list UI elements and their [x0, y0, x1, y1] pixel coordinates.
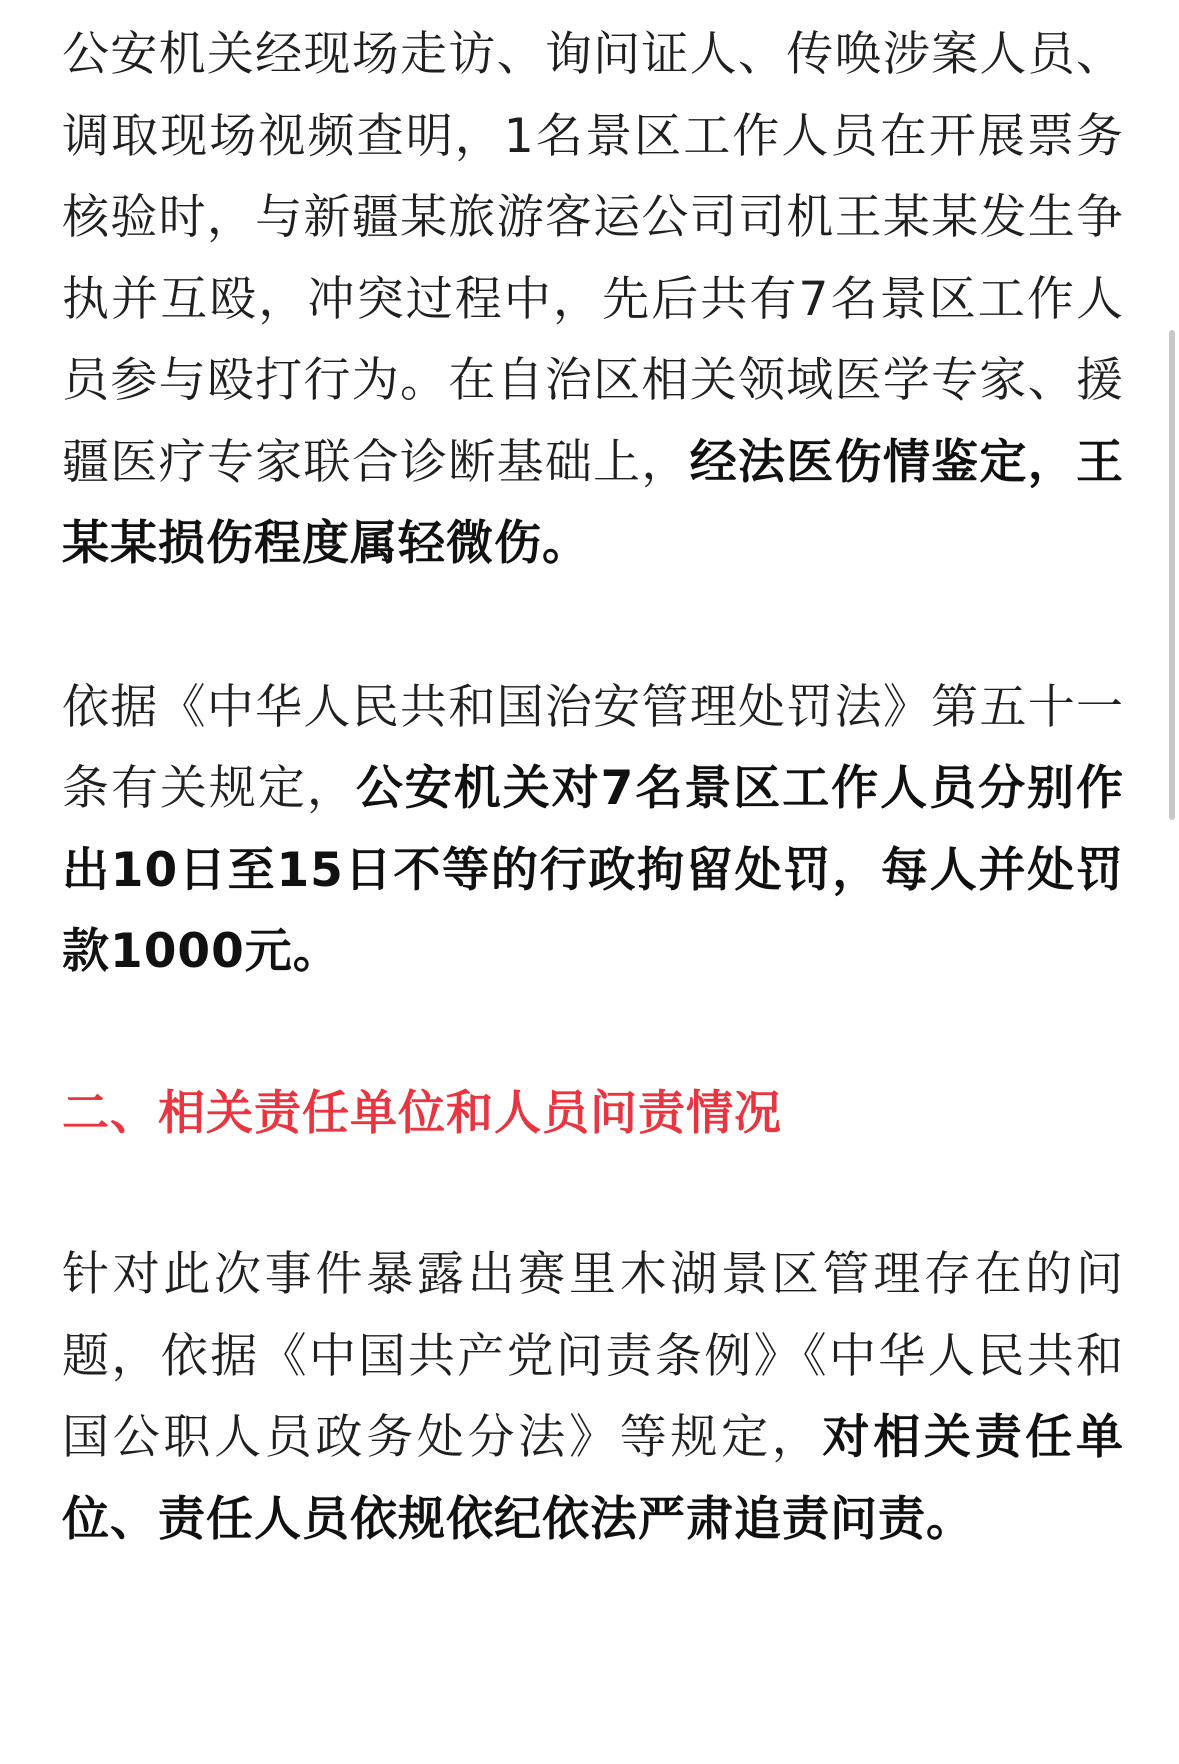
paragraph-accountability-emphasis: 对相关责任单位、责任人员依规依纪依法严肃追责问责。	[62, 1410, 1124, 1547]
paragraph-spacer	[62, 993, 1124, 1073]
section-heading-accountability: 二、相关责任单位和人员问责情况	[62, 1085, 782, 1141]
paragraph-penalty-text: 依据《中华人民共和国治安管理处罚法》第五十一条有关规定，	[62, 679, 1124, 816]
paragraph-investigation-text: 公安机关经现场走访、询问证人、传唤涉案人员、调取现场视频查明，1名景区工作人员在开展票务核验时，与新疆某旅游客运公司司机王某某发生争执并互殴，冲突过程中，先后共有7名景区工作人员参与殴打行为。在自治区相关领域医学专家、援疆医疗专家联合诊断基础上，	[62, 27, 1124, 490]
scrollbar-thumb[interactable]	[1169, 330, 1175, 820]
paragraph-penalty-emphasis: 公安机关对7名景区工作人员分别作出10日至15日不等的行政拘留处罚，每人并处罚款1000元。	[62, 761, 1125, 979]
paragraph-investigation-emphasis: 经法医伤情鉴定，王某某损伤程度属轻微伤。	[62, 434, 1125, 571]
paragraph-accountability	[62, 1234, 1124, 1560]
article-body	[62, 14, 1124, 1560]
paragraph-penalty	[62, 667, 1124, 993]
paragraph-spacer	[62, 1154, 1124, 1234]
paragraph-investigation	[62, 14, 1124, 585]
paragraph-spacer	[62, 585, 1124, 667]
paragraph-accountability-text: 针对此次事件暴露出赛里木湖景区管理存在的问题，依据《中国共产党问责条例》《中华人民共和国公职人员政务处分法》等规定，	[62, 1247, 1124, 1465]
